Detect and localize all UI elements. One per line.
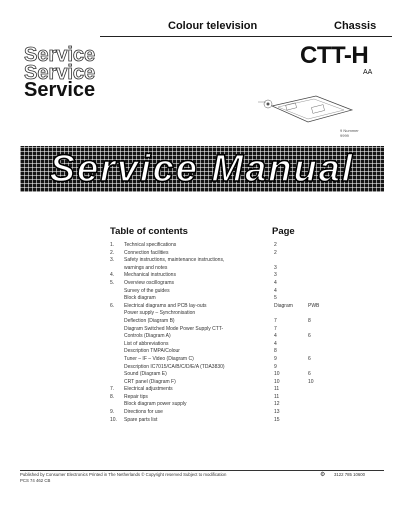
toc-pwb-number: 10 xyxy=(308,378,314,385)
toc-page-number: 9 xyxy=(274,363,277,370)
chassis-illustration xyxy=(256,92,356,128)
toc-number: 2. xyxy=(110,249,115,256)
toc-entry-text: Sound (Diagram E) xyxy=(124,371,167,378)
toc-page-number: 10 xyxy=(274,378,280,385)
toc-page-number: 4 xyxy=(274,333,277,340)
toc-entry-text: Deflection (Diagram B) xyxy=(124,317,175,324)
service-logo-line-1: Service xyxy=(24,44,96,66)
toc-page-number: 8 xyxy=(274,348,277,355)
toc-number: 4. xyxy=(110,272,115,279)
toc-number: 5. xyxy=(110,279,115,286)
toc-pwb-number: PWB xyxy=(308,302,320,309)
toc-pwb-number: 6 xyxy=(308,371,311,378)
footer-publisher: Published by Consumer Electronics Printed in The Netherlands © Copyright reserved Subject to modification xyxy=(20,472,227,477)
toc-row xyxy=(110,272,390,280)
toc-number: 7. xyxy=(110,386,115,393)
toc-number: 10. xyxy=(110,416,117,423)
toc-page-number: 15 xyxy=(274,416,280,423)
philips-logo-icon: ⚙ xyxy=(320,472,326,478)
chassis-caption xyxy=(340,128,359,138)
model-name: CTT-H xyxy=(300,42,369,69)
toc-page-number: 4 xyxy=(274,340,277,347)
toc-entry-text: Block diagram xyxy=(124,295,156,302)
footer-code-right: 3122 785 10600 xyxy=(334,472,366,477)
toc-entry-text: Overview oscillograms xyxy=(124,279,175,286)
toc-row xyxy=(110,326,390,334)
toc-entry-text: Diagram Switched Mode Power Supply CTT- xyxy=(124,325,224,332)
toc-row xyxy=(110,386,390,394)
toc-entry-text: Safety instructions, maintenance instructions, xyxy=(124,257,225,264)
toc-number: 1. xyxy=(110,242,115,248)
toc-row xyxy=(110,318,390,326)
toc-number: 9. xyxy=(110,409,115,416)
toc-page-number: 11 xyxy=(274,386,280,393)
toc-entry-text: Power supply – Synchronisation xyxy=(124,310,196,317)
toc-page-number: 12 xyxy=(274,401,280,408)
toc-row xyxy=(110,356,390,364)
toc-page-number: 13 xyxy=(274,409,280,416)
toc-page-number: 3 xyxy=(274,272,277,279)
toc-entry-text: Connection facilities xyxy=(124,249,169,256)
footer-rule xyxy=(20,470,384,471)
toc-page-number: 7 xyxy=(274,317,277,324)
toc-number: 6. xyxy=(110,302,115,309)
toc-entry-text: Directions for use xyxy=(124,409,163,416)
toc-entry-text: Electrical diagrams and PCB lay-outs xyxy=(124,302,207,309)
toc-pwb-number: 6 xyxy=(308,333,311,340)
model-variant: AA xyxy=(363,69,373,76)
toc-page-number: 11 xyxy=(274,393,280,400)
chassis-caption-line-2: 9999 xyxy=(340,133,349,138)
toc-entry-text: Spare parts list xyxy=(124,416,158,423)
toc-row xyxy=(110,250,390,258)
toc-row xyxy=(110,333,390,341)
toc-entry-text: List of abbreviations xyxy=(124,340,169,347)
chassis-label: Chassis xyxy=(334,20,377,32)
service-logo-line-2: Service xyxy=(24,62,96,84)
toc-page-number: 4 xyxy=(274,279,277,286)
toc-row xyxy=(110,265,390,273)
chassis-caption-line-1: 9 Nummer xyxy=(340,128,359,133)
toc-row xyxy=(110,379,390,387)
document-title: Colour television xyxy=(168,20,258,32)
toc-page-number: 4 xyxy=(274,287,277,294)
toc-row xyxy=(110,417,390,425)
toc-page-number: 2 xyxy=(274,242,277,248)
service-logo-line-3: Service xyxy=(24,79,96,101)
toc-row xyxy=(110,295,390,303)
toc-page-number: 5 xyxy=(274,295,277,302)
toc-entry-text: Controls (Diagram A) xyxy=(124,333,171,340)
toc-page-number: 3 xyxy=(274,264,277,271)
service-manual-banner xyxy=(20,146,384,192)
toc-row xyxy=(110,409,390,417)
toc-row xyxy=(110,341,390,349)
toc-page-heading: Page xyxy=(272,226,295,237)
toc-entry-text: Description IC7015/CA/B/C/D/E/A (TDA3830) xyxy=(124,363,225,370)
toc-row xyxy=(110,348,390,356)
toc-entry-text: Electrical adjustments xyxy=(124,386,173,393)
toc-page-number: 2 xyxy=(274,249,277,256)
toc-row xyxy=(110,288,390,296)
toc-page-number: 7 xyxy=(274,325,277,332)
toc-entry-text: Block diagram power supply xyxy=(124,401,187,408)
toc-entry-text: Repair tips xyxy=(124,393,148,400)
banner-text: Service Manual xyxy=(49,148,355,190)
toc-entry-text: Mechanical instructions xyxy=(124,272,176,279)
toc-entry-text: CRT panel (Diagram F) xyxy=(124,378,176,385)
toc-number: 3. xyxy=(110,257,115,264)
toc-pwb-number: 6 xyxy=(308,355,311,362)
toc-page-number: 10 xyxy=(274,371,280,378)
header-rule xyxy=(100,36,392,37)
toc-entry-text: Survey of the guides xyxy=(124,287,170,294)
toc-row xyxy=(110,242,390,250)
toc-row xyxy=(110,394,390,402)
toc-page-number: Diagram xyxy=(274,302,293,309)
toc-row xyxy=(110,303,390,311)
toc-page-number: 9 xyxy=(274,355,277,362)
toc-entry-text: Description TMPA/Colour xyxy=(124,348,180,355)
toc-row xyxy=(110,257,390,265)
toc-number: 8. xyxy=(110,393,115,400)
toc-row xyxy=(110,364,390,372)
toc-entry-text: Tuner – IF – Video (Diagram C) xyxy=(124,355,194,362)
table-of-contents xyxy=(110,242,390,424)
toc-row xyxy=(110,310,390,318)
toc-pwb-number: 8 xyxy=(308,317,311,324)
toc-entry-text: warnings and notes xyxy=(124,264,168,271)
footer-code-left: PCS 74 462 CB xyxy=(20,478,51,483)
toc-row xyxy=(110,371,390,379)
toc-row xyxy=(110,280,390,288)
toc-title: Table of contents xyxy=(110,226,188,237)
toc-entry-text: Technical specifications xyxy=(124,242,177,248)
toc-row xyxy=(110,401,390,409)
